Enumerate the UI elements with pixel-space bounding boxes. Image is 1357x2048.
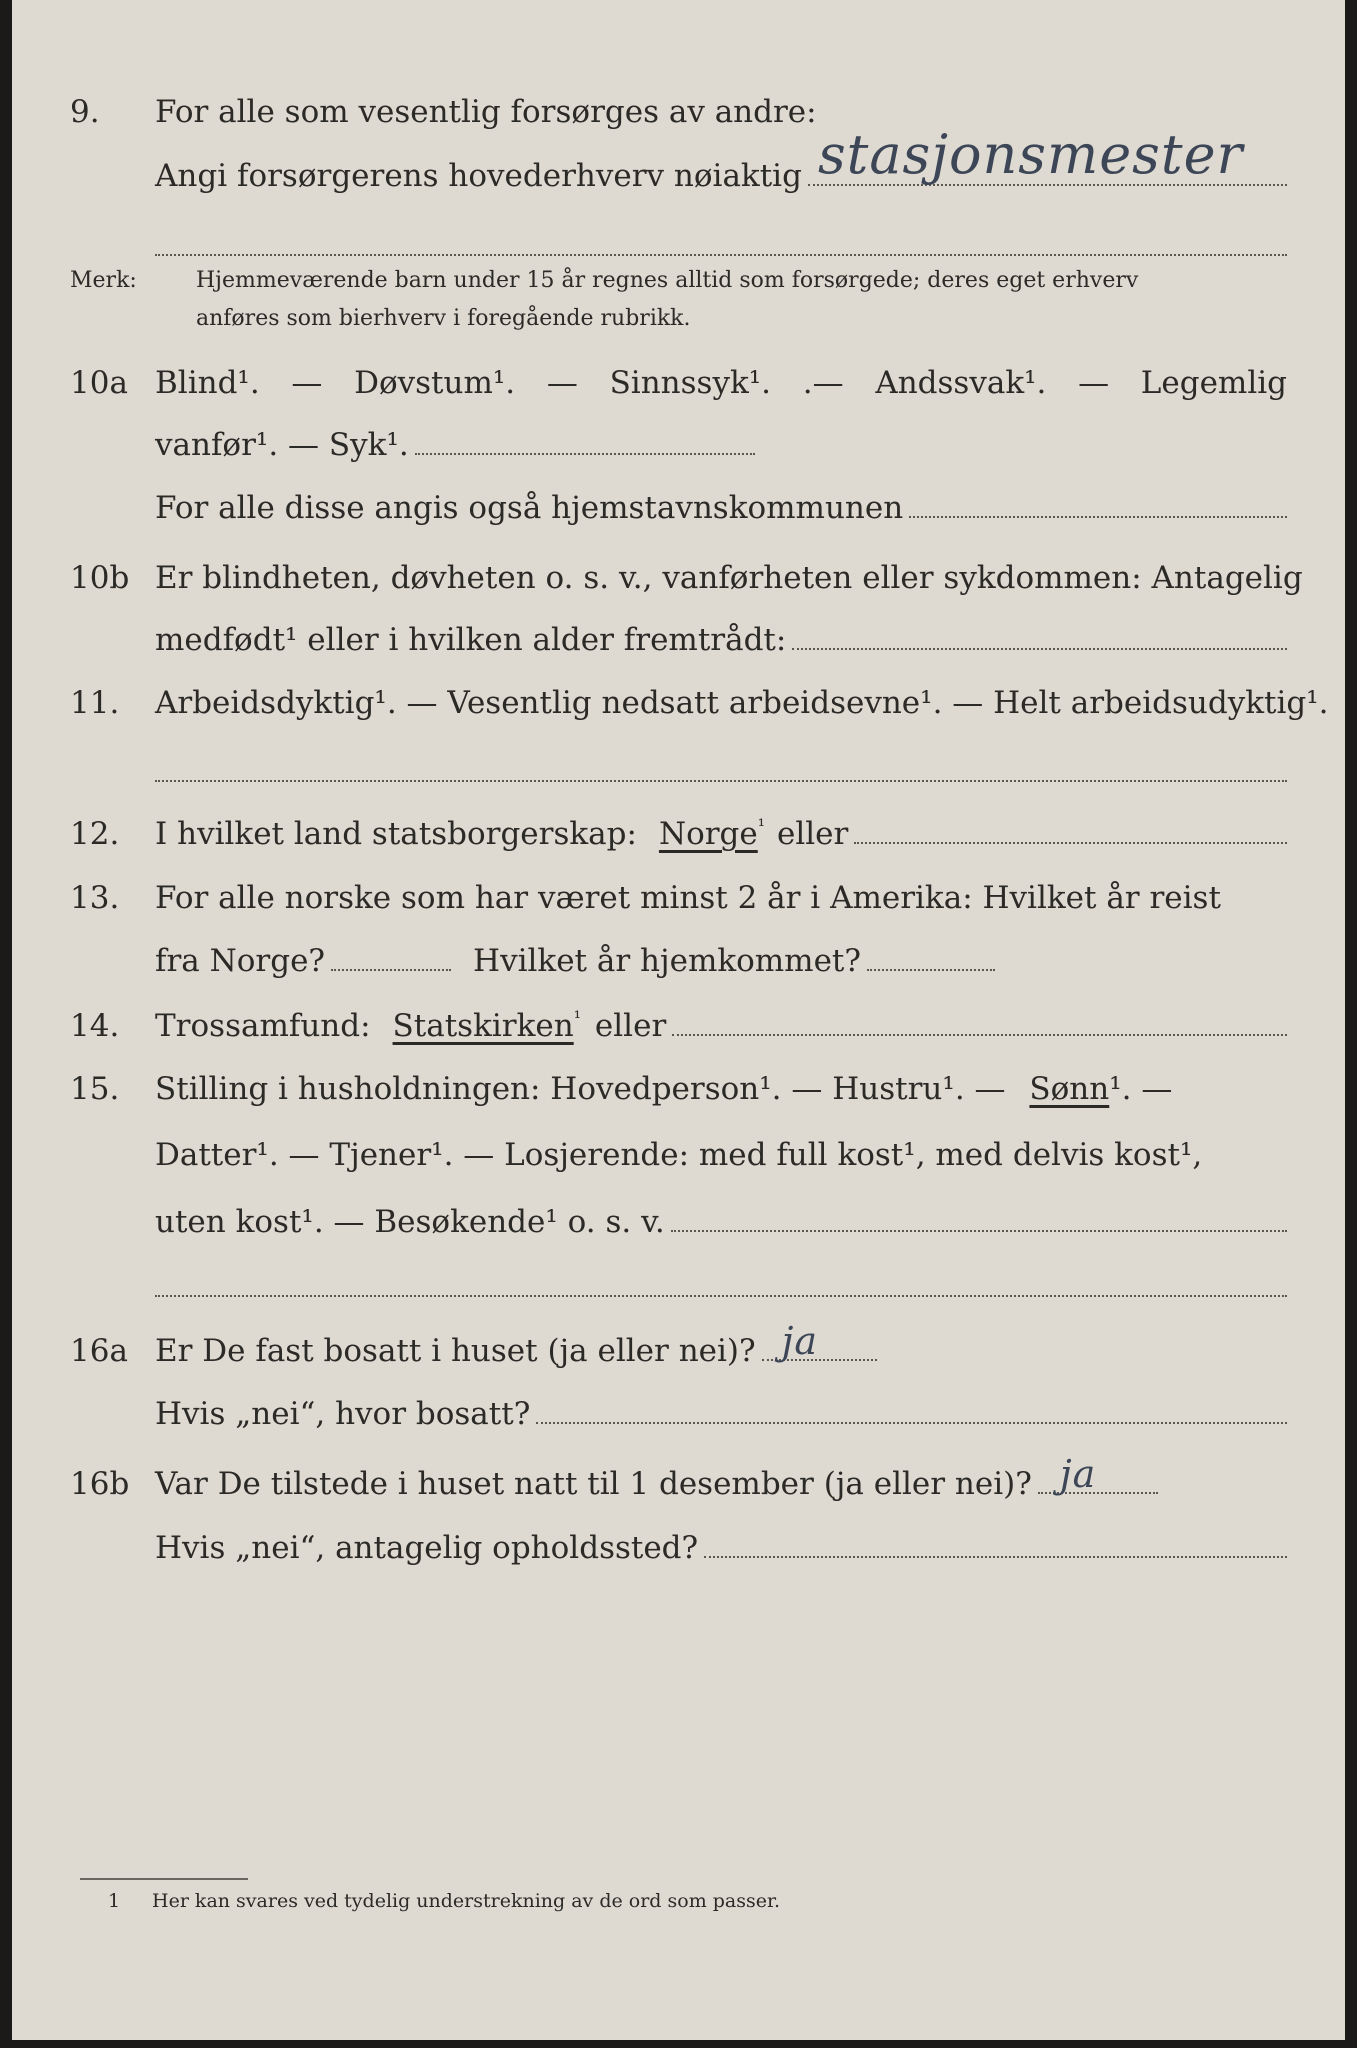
footnote-row	[12, 1890, 1345, 1930]
q16a-handwritten-answer: ja	[781, 1319, 819, 1363]
q16a-row-2	[12, 1396, 1345, 1436]
q9-number: 9.	[70, 94, 100, 130]
q15-row-2	[12, 1137, 1345, 1177]
merk-row-1	[12, 268, 1345, 308]
q15-answer-field	[671, 1230, 1287, 1232]
q10b-row-2	[12, 622, 1345, 662]
q16a-line-2: Hvis „nei“, hvor bosatt?	[155, 1396, 531, 1432]
merk-label: Merk:	[70, 268, 137, 293]
q9-handwritten-answer: stasjonsmester	[817, 123, 1244, 186]
q15-line-3: uten kost¹. — Besøkende¹ o. s. v.	[155, 1204, 665, 1240]
q10a-hometown-field	[909, 516, 1287, 518]
q16b-handwritten-answer: ja	[1059, 1452, 1097, 1496]
merk-line-1: Hjemmeværende barn under 15 år regnes alltid som forsørgede; deres eget erhverv	[196, 268, 1139, 293]
q10a-number: 10a	[70, 365, 128, 401]
q14-statskirken-underlined: Statskirken	[392, 1008, 574, 1044]
q10a-dovstum: Døvstum¹.	[354, 365, 516, 401]
q11-separator	[155, 780, 1287, 782]
q9-separator	[155, 254, 1287, 256]
q15-line-2: Datter¹. — Tjener¹. — Losjerende: med full kost¹, med delvis kost¹,	[155, 1137, 1203, 1173]
q10a-row-3	[12, 490, 1345, 530]
q10a-dash: .—	[802, 365, 844, 401]
q13-line-1: For alle norske som har været minst 2 år i Amerika: Hvilket år reist	[155, 880, 1221, 916]
census-form-page	[12, 0, 1345, 2040]
q10a-answer-field	[415, 453, 755, 455]
q15-line-1c: ¹. —	[1109, 1071, 1173, 1107]
q13-row-2	[12, 943, 1345, 983]
q10a-dash: —	[546, 365, 578, 401]
q13-returned-field	[867, 969, 995, 971]
q15-row-3	[12, 1204, 1345, 1244]
q14-eller: eller	[594, 1008, 667, 1044]
q12-other-country-field	[854, 842, 1287, 844]
q16a-number: 16a	[70, 1333, 128, 1369]
q14-number: 14.	[70, 1008, 120, 1044]
q13-departed-label: fra Norge?	[155, 943, 326, 979]
q13-returned-label: Hvilket år hjemkommet?	[473, 943, 862, 979]
q10b-line-2: medfødt¹ eller i hvilken alder fremtrådt:	[155, 622, 787, 658]
q10a-line-2: vanfør¹. — Syk¹.	[155, 427, 409, 463]
q11-row	[12, 685, 1345, 725]
q10a-dash: —	[291, 365, 323, 401]
q10b-row-1	[12, 560, 1345, 600]
q16b-row-1	[12, 1452, 1345, 1506]
q15-line-1a: Stilling i husholdningen: Hovedperson¹. — Hustru¹. —	[155, 1071, 1006, 1107]
q10a-line-3: For alle disse angis også hjemstavnskommunen	[155, 490, 904, 526]
q16b-number: 16b	[70, 1466, 130, 1502]
q10a-row-2	[12, 427, 1345, 467]
q10a-andssvak: Andssvak¹.	[875, 365, 1047, 401]
q9-row-2	[12, 123, 1345, 198]
q13-departed-field	[331, 969, 451, 971]
q11-line-1: Arbeidsdyktig¹. — Vesentlig nedsatt arbeidsevne¹. — Helt arbeidsudyktig¹.	[155, 685, 1329, 721]
q14-prefix: Trossamfund:	[155, 1008, 371, 1044]
q12-footnote-mark: ¹	[757, 816, 765, 837]
merk-row-2	[12, 306, 1345, 346]
q15-sonn-underlined: Sønn	[1029, 1071, 1110, 1107]
q15-row-1	[12, 1071, 1345, 1111]
q16a-row-1	[12, 1319, 1345, 1373]
footnote-mark: 1	[108, 1890, 121, 1912]
footnote-text: Her kan svares ved tydelig understrekning av de ord som passer.	[152, 1890, 781, 1912]
q10a-blind: Blind¹.	[155, 365, 260, 401]
q13-row-1	[12, 880, 1345, 920]
q16b-answer-field	[1038, 1452, 1158, 1496]
footnote-rule	[80, 1878, 248, 1880]
q14-other-faith-field	[672, 1034, 1287, 1036]
q16b-whereabouts-field	[704, 1556, 1287, 1558]
q10a-line-1	[155, 365, 1287, 401]
q14-row	[12, 1008, 1345, 1048]
q12-prefix: I hvilket land statsborgerskap:	[155, 816, 637, 852]
q10b-answer-field	[792, 648, 1287, 650]
q16a-line-1: Er De fast bosatt i huset (ja eller nei)?	[155, 1333, 756, 1369]
q16b-row-2	[12, 1530, 1345, 1570]
q9-line-2: Angi forsørgerens hovederhverv nøiaktig	[155, 158, 802, 194]
q10a-row-1	[12, 365, 1345, 405]
q12-eller: eller	[776, 816, 849, 852]
q13-number: 13.	[70, 880, 120, 916]
q16b-line-1: Var De tilstede i huset natt til 1 desember (ja eller nei)?	[155, 1466, 1032, 1502]
q16a-residence-field	[536, 1422, 1287, 1424]
q11-number: 11.	[70, 685, 120, 721]
q14-footnote-mark: ¹	[573, 1008, 581, 1029]
merk-line-2: anføres som bierhverv i foregående rubrikk.	[196, 306, 691, 331]
q9-line-1: For alle som vesentlig forsørges av andre:	[155, 94, 817, 130]
q10a-dash: —	[1078, 365, 1110, 401]
q9-answer-field	[808, 123, 1287, 186]
q16a-answer-field	[762, 1319, 877, 1363]
q10b-number: 10b	[70, 560, 130, 596]
q15-separator	[155, 1295, 1287, 1297]
q10a-legemlig: Legemlig	[1140, 365, 1287, 401]
q12-row	[12, 816, 1345, 856]
q16b-line-2: Hvis „nei“, antagelig opholdssted?	[155, 1530, 699, 1566]
q10a-sinnssyk: Sinnssyk¹.	[609, 365, 772, 401]
q12-norge-underlined: Norge	[658, 816, 758, 852]
q10b-line-1: Er blindheten, døvheten o. s. v., vanførheten eller sykdommen: Antagelig	[155, 560, 1303, 596]
q15-number: 15.	[70, 1071, 120, 1107]
q12-number: 12.	[70, 816, 120, 852]
